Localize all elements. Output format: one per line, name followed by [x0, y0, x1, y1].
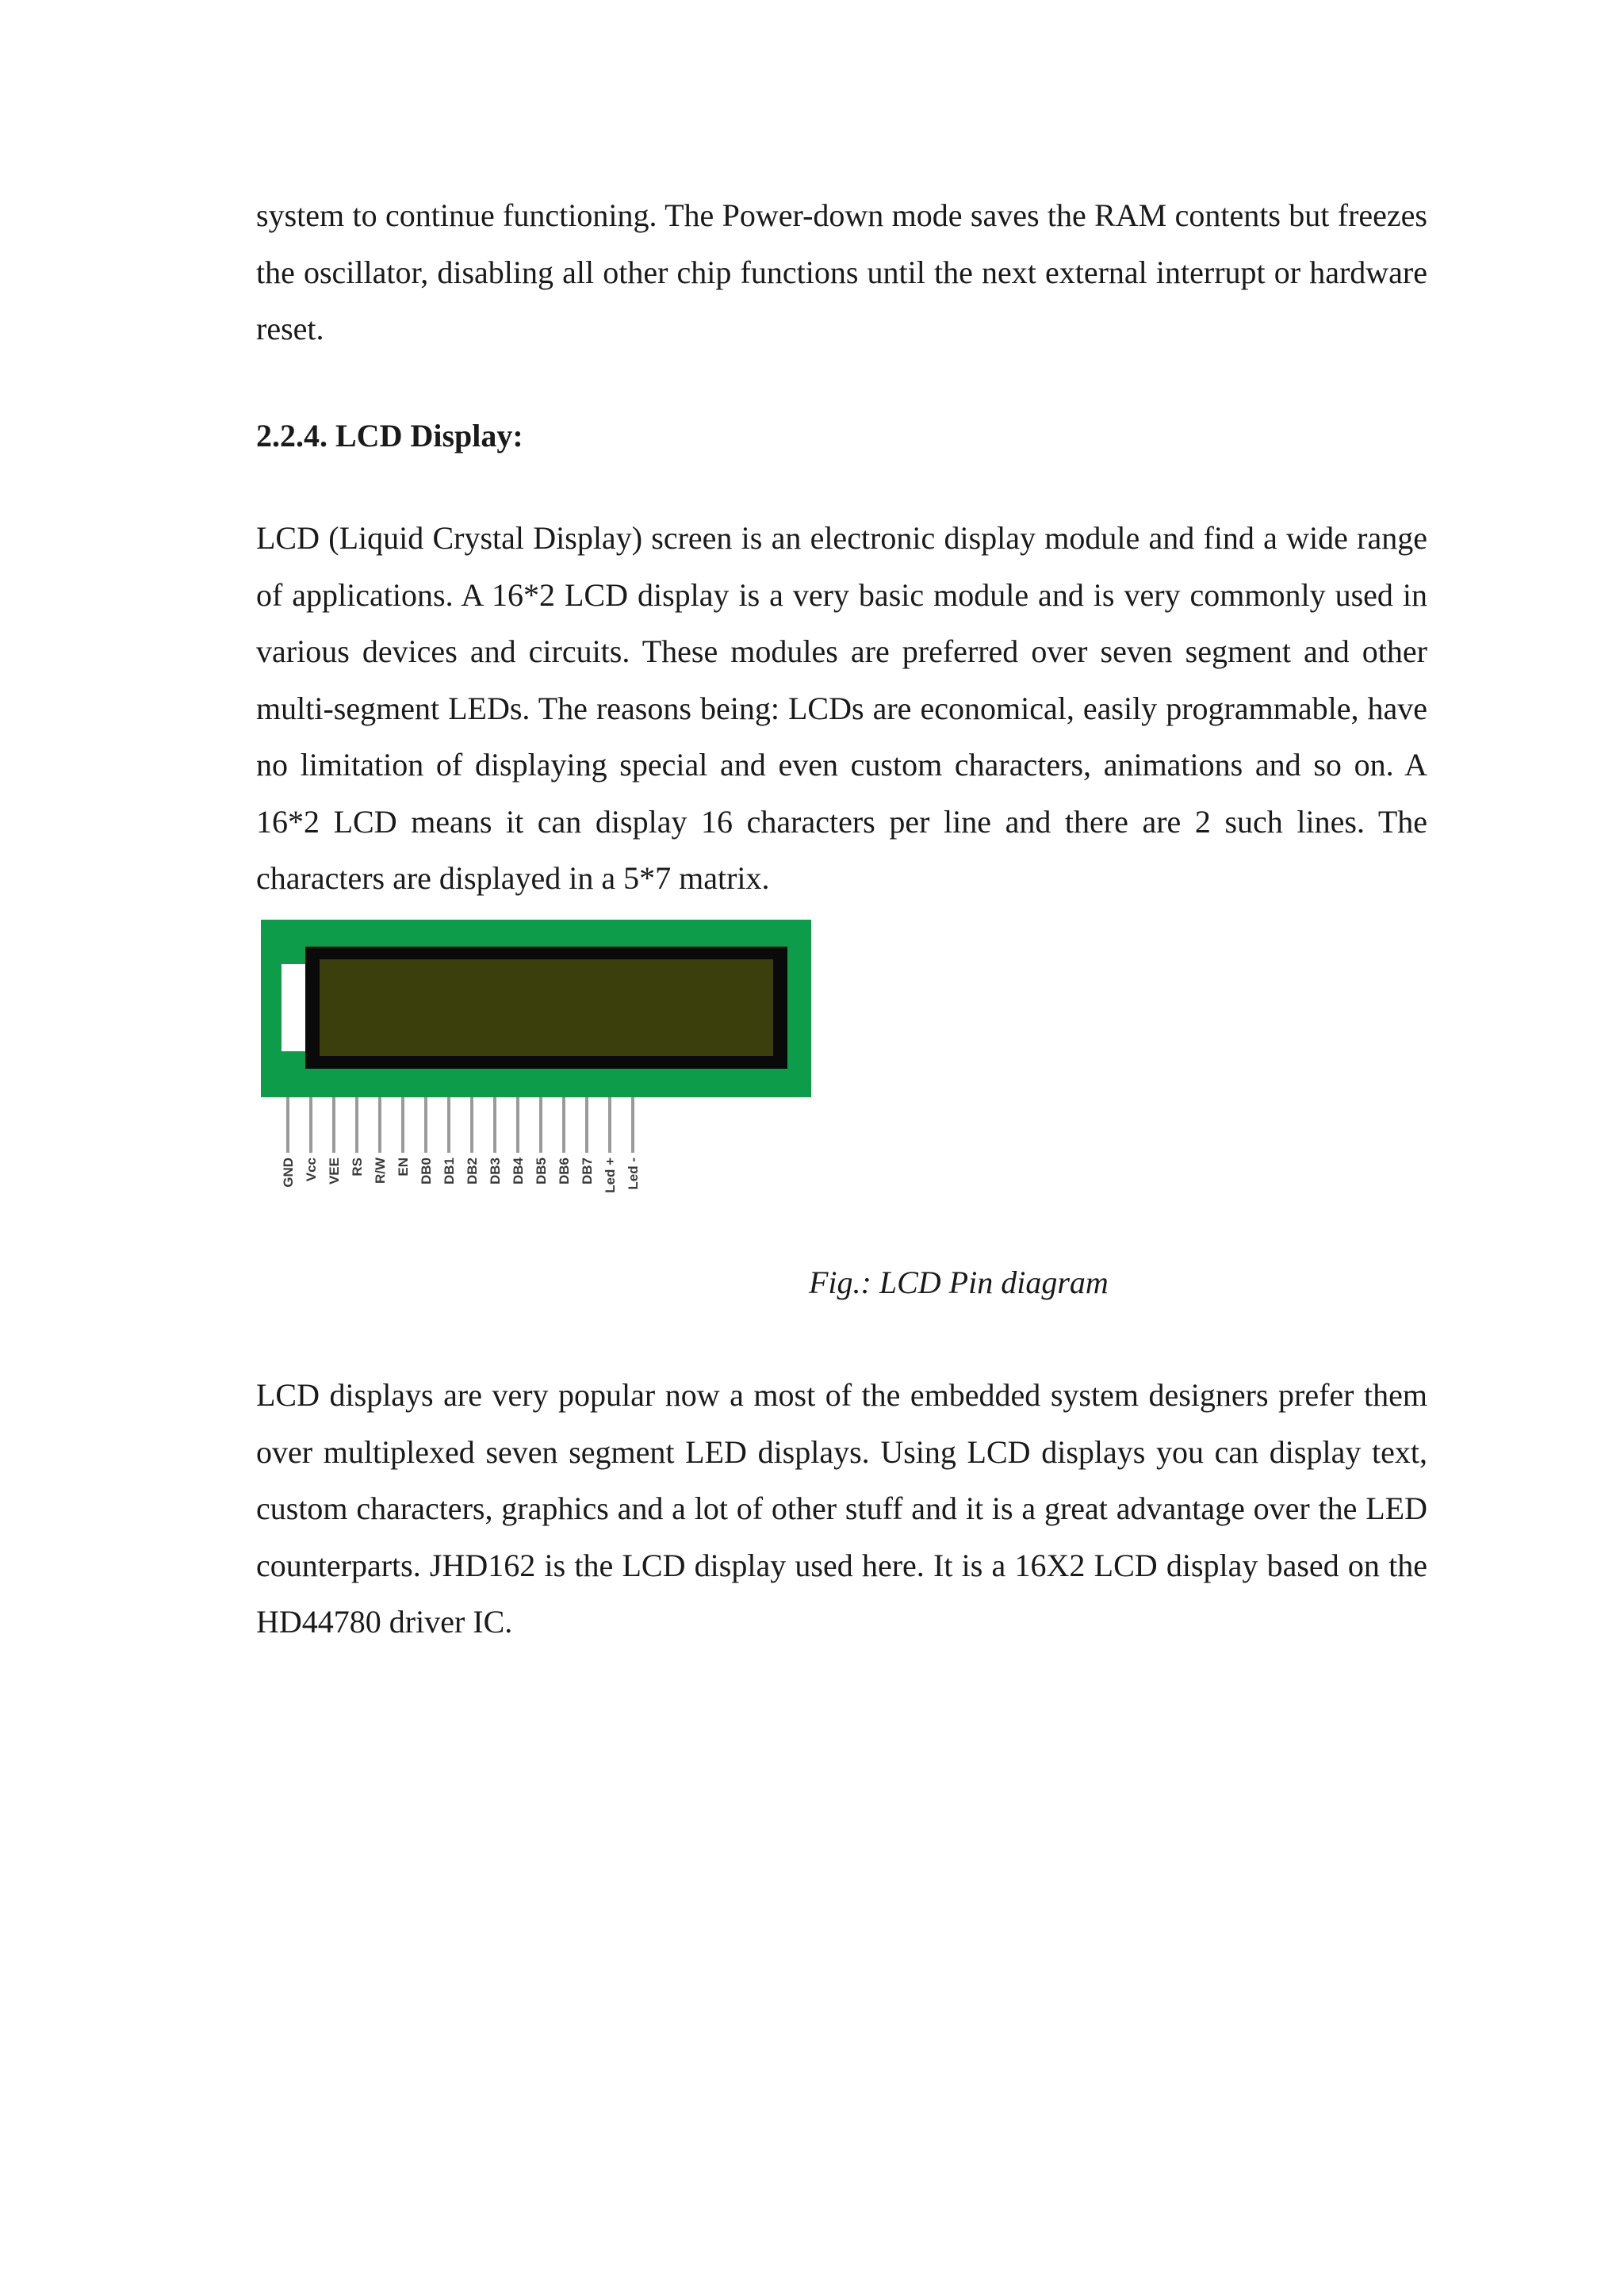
figure-caption: Fig.: LCD Pin diagram: [809, 1265, 1109, 1300]
lcd-pins: [281, 1097, 641, 1193]
pin-label: DB1: [442, 1158, 457, 1185]
pin-en: [401, 1097, 404, 1153]
pin-db1: [447, 1097, 450, 1153]
pin-label: DB2: [465, 1158, 480, 1185]
pin-label: Led -: [626, 1158, 641, 1190]
pin-led: [608, 1097, 611, 1153]
pin-label: DB0: [419, 1158, 434, 1185]
pin-label: DB7: [580, 1158, 595, 1185]
paragraph-lcd-popularity: LCD displays are very popular now a most of the embedded system designers prefer them over multiplexed seven segment LED displays. Using LCD displays you can display text, custom characters, graphics and a lot of other stuff and it is a great advantage over the LED counterparts. JHD162 is the LCD display used here. It is a 16X2 LCD display based on the HD44780 driver IC.: [256, 1377, 1427, 1640]
pin-led: [631, 1097, 634, 1153]
pin-db5: [539, 1097, 542, 1153]
paragraph-power-down: system to continue functioning. The Power-down mode saves the RAM contents but freezes the oscillator, disabling all other chip functions until the next external interrupt or hardware reset.: [256, 197, 1427, 346]
pin-vcc: [309, 1097, 312, 1153]
pin-db3: [493, 1097, 496, 1153]
pin-vee: [332, 1097, 335, 1153]
pin-label: DB5: [534, 1158, 549, 1185]
pin-rs: [355, 1097, 358, 1153]
pin-db4: [516, 1097, 519, 1153]
pin-label: GND: [281, 1158, 296, 1188]
section-heading: 2.2.4. LCD Display:: [256, 418, 523, 453]
pin-label: Led +: [603, 1158, 618, 1193]
pin-label: Vcc: [304, 1158, 319, 1182]
pin-label: DB6: [557, 1158, 572, 1185]
pin-label: DB4: [511, 1158, 526, 1185]
pin-db2: [470, 1097, 473, 1153]
pin-r-w: [378, 1097, 381, 1153]
lcd-screen: [320, 959, 773, 1056]
pin-label: VEE: [327, 1158, 342, 1185]
pin-label: DB3: [488, 1158, 503, 1185]
pin-label: R/W: [373, 1158, 388, 1184]
lcd-pin-diagram: [256, 920, 821, 1221]
pin-label: EN: [396, 1158, 411, 1177]
pin-db0: [424, 1097, 427, 1153]
pin-db6: [562, 1097, 565, 1153]
paragraph-lcd-intro: LCD (Liquid Crystal Display) screen is an electronic display module and find a wide range of applications. A 16*2 LCD display is a very basic module and is very commonly used in various devices and circuits. These modules are preferred over seven segment and other multi-segment LEDs. The reasons being: LCDs are economical, easily programmable, have no limitation of displaying special and even custom characters, animations and so on. A 16*2 LCD means it can display 16 characters per line and there are 2 such lines. The characters are displayed in a 5*7 matrix.: [256, 520, 1427, 896]
lcd-backlight-tab: [282, 964, 305, 1051]
pin-db7: [585, 1097, 588, 1153]
pin-label: RS: [350, 1158, 365, 1177]
lcd-module-illustration: [256, 920, 821, 1221]
pin-gnd: [286, 1097, 289, 1153]
